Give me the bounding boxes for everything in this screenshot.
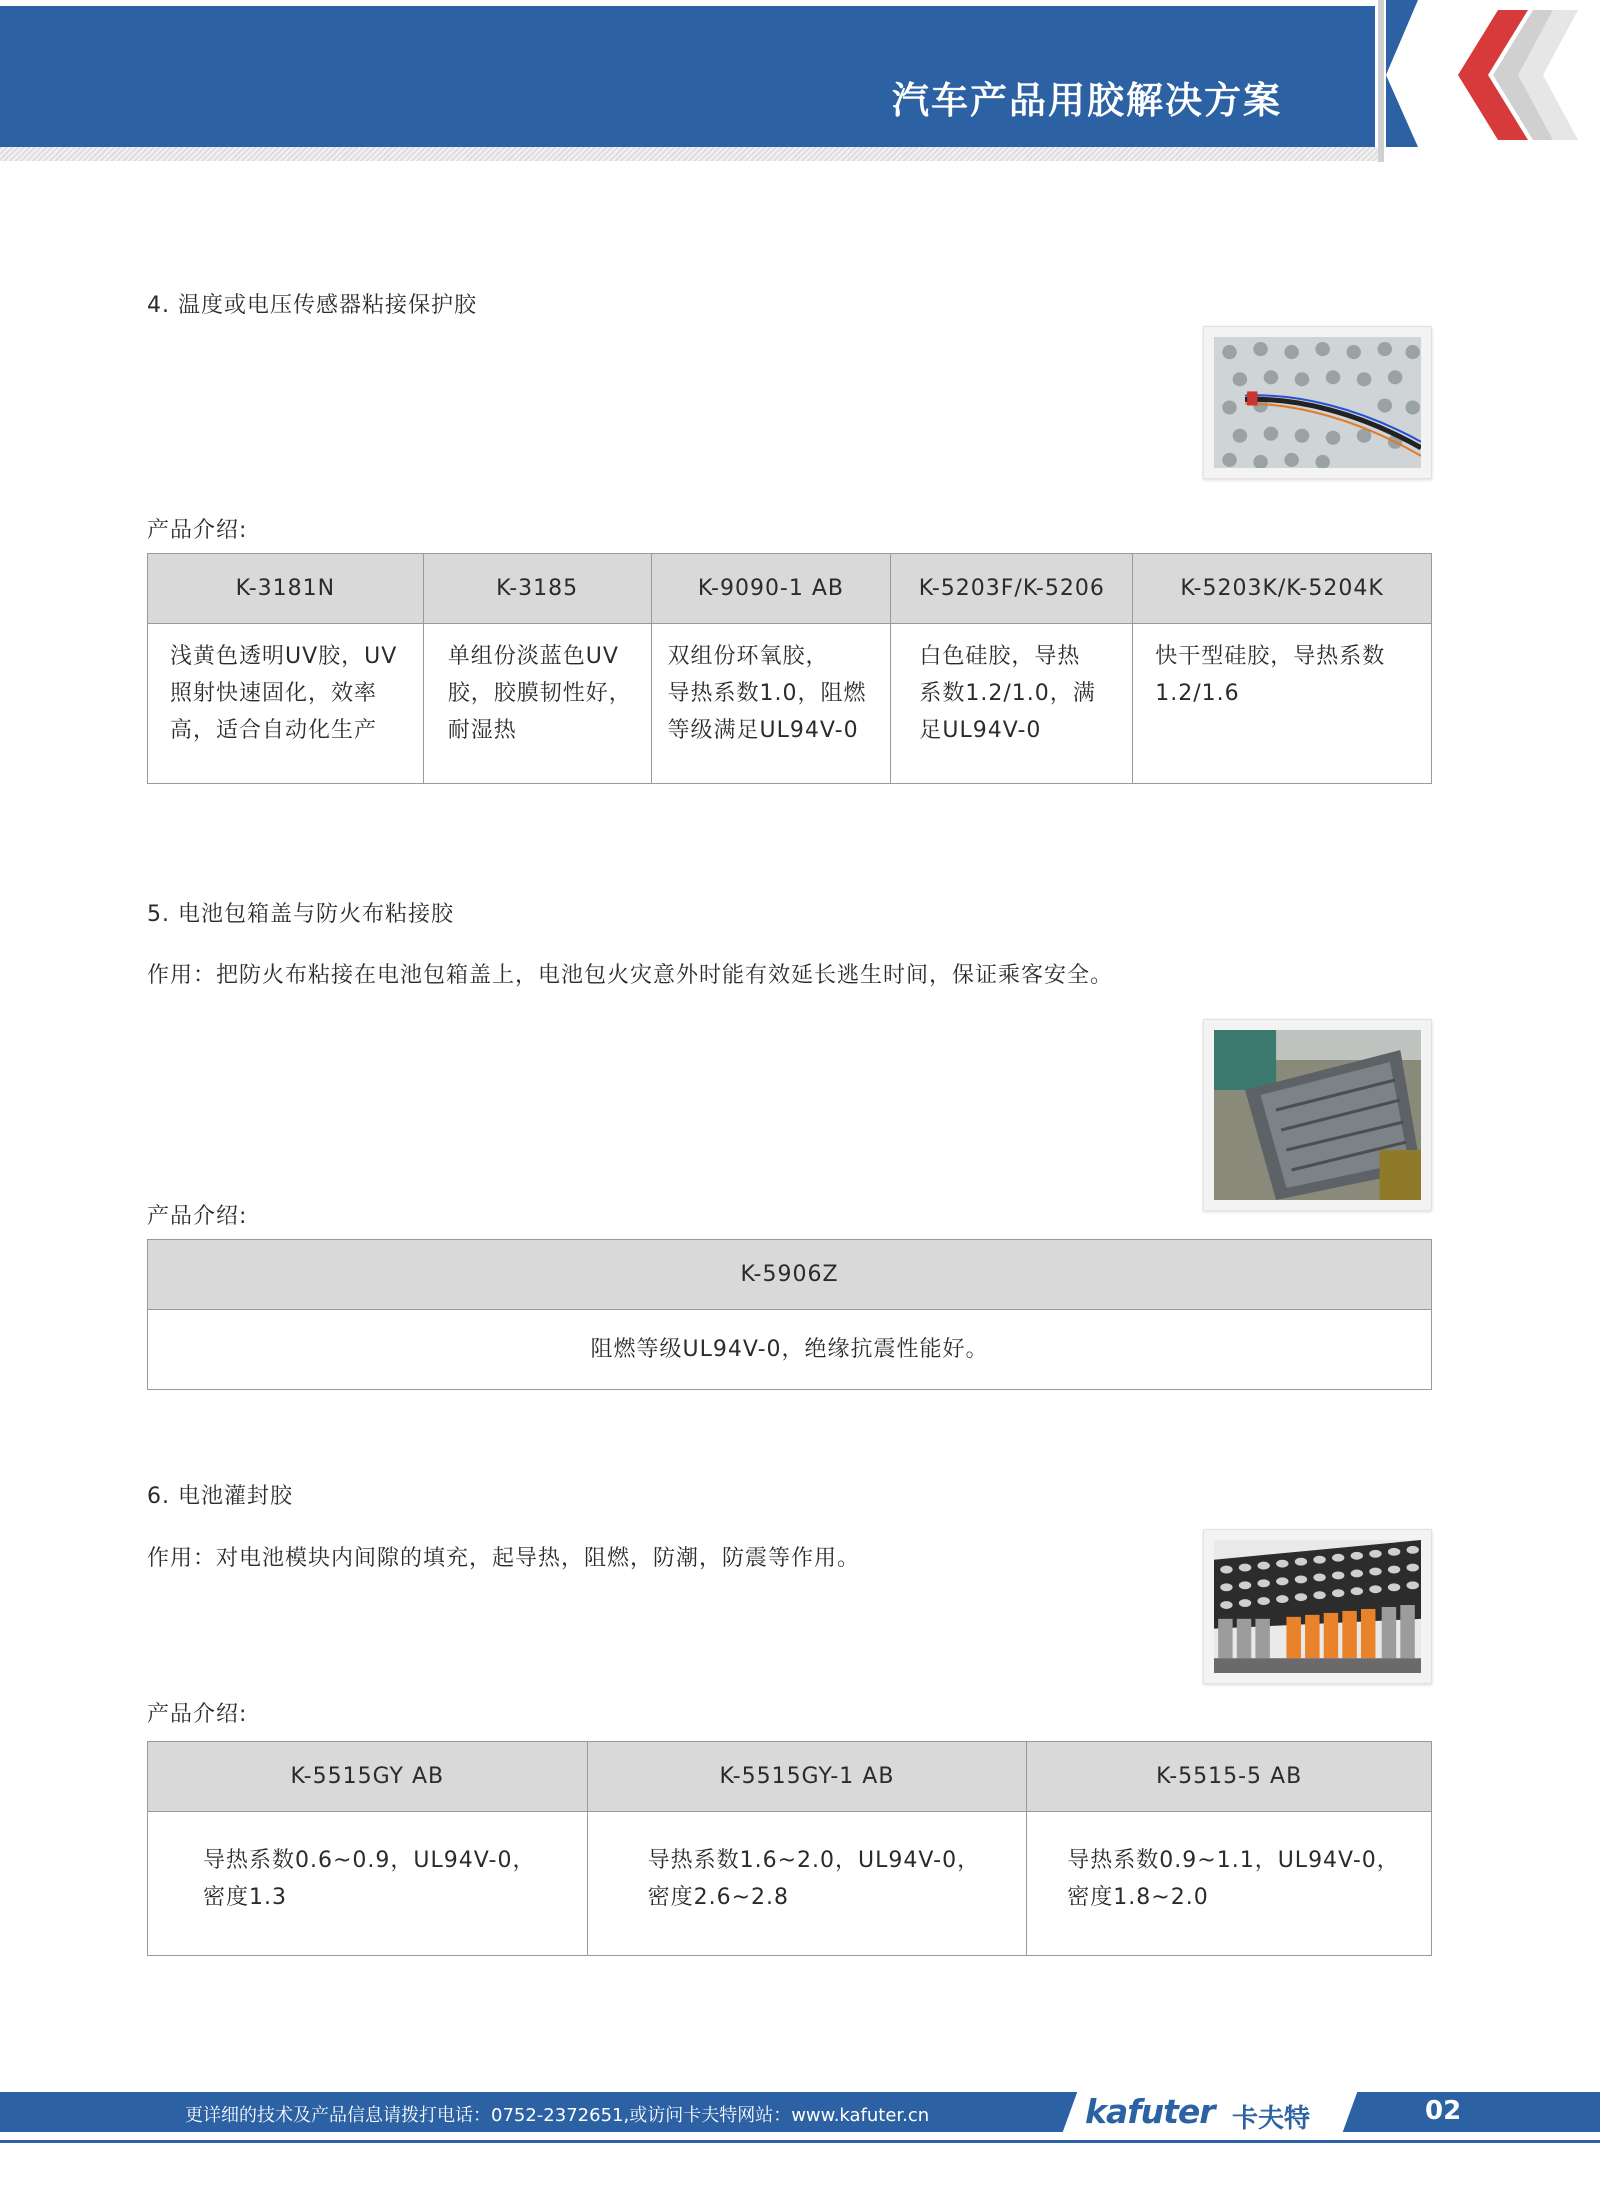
section-5-title: 5. 电池包箱盖与防火布粘接胶 xyxy=(147,902,454,927)
footer-bottom-line xyxy=(0,2140,1600,2143)
section-4-title: 4. 温度或电压传感器粘接保护胶 xyxy=(147,293,477,318)
section-5-product-table xyxy=(147,1239,1432,1390)
cell-line: 导热系数1.0，阻燃 xyxy=(667,681,867,706)
cell-line: 密度1.8~2.0 xyxy=(1067,1885,1209,1910)
header-shadow xyxy=(0,147,1380,161)
table-header-row xyxy=(148,1240,1432,1310)
battery-cover-photo-icon xyxy=(1214,1030,1421,1200)
page-number: 02 xyxy=(1425,2096,1462,2126)
cell-line: 单组份淡蓝色UV xyxy=(447,644,619,669)
brand-logo-text: kafuter xyxy=(1085,2092,1215,2131)
cell-line: 胶，胶膜韧性好， xyxy=(447,681,632,706)
cell-line: 白色硅胶，导热 xyxy=(919,644,1081,669)
cell-line: 浅黄色透明UV胶，UV xyxy=(170,644,398,669)
sensor-wiring-photo-icon xyxy=(1214,337,1421,468)
table-header-cell: K-5515GY-1 AB xyxy=(587,1742,1027,1812)
table-row xyxy=(148,1812,1432,1956)
section-4-intro-label: 产品介绍: xyxy=(147,518,248,543)
table-cell xyxy=(587,1812,1027,1956)
battery-module-photo-icon xyxy=(1214,1540,1421,1673)
cell-line: 导热系数1.6~2.0，UL94V-0， xyxy=(647,1848,981,1873)
table-header-cell: K-5515GY AB xyxy=(148,1742,588,1812)
section-4-product-table xyxy=(147,553,1432,784)
table-cell xyxy=(148,624,424,784)
table-header-cell: K-5515-5 AB xyxy=(1027,1742,1432,1812)
table-header-cell: K-3181N xyxy=(148,554,424,624)
table-cell xyxy=(1133,624,1432,784)
sensor-photo xyxy=(1203,326,1432,479)
cell-line: 双组份环氧胶， xyxy=(667,644,829,669)
section-5-intro-label: 产品介绍: xyxy=(147,1204,248,1229)
table-header-cell: K-3185 xyxy=(423,554,651,624)
table-header-cell: K-5203K/K-5204K xyxy=(1133,554,1432,624)
table-row xyxy=(148,1310,1432,1390)
cell-line: 照射快速固化，效率 xyxy=(170,681,378,706)
cell-line: 系数1.2/1.0，满 xyxy=(919,681,1096,706)
table-header-cell: K-9090-1 AB xyxy=(651,554,891,624)
table-header-cell: K-5203F/K-5206 xyxy=(891,554,1133,624)
table-header-cell: K-5906Z xyxy=(148,1240,1432,1310)
table-cell xyxy=(891,624,1133,784)
header-top-line xyxy=(0,0,1375,8)
section-6-title: 6. 电池灌封胶 xyxy=(147,1484,293,1509)
cell-line: 密度1.3 xyxy=(203,1885,287,1910)
table-header-row xyxy=(148,1742,1432,1812)
cell-line: 高，适合自动化生产 xyxy=(170,718,378,743)
table-cell xyxy=(651,624,891,784)
cell-line: 耐湿热 xyxy=(447,718,517,743)
section-5-function: 作用：把防火布粘接在电池包箱盖上，电池包火灾意外时能有效延长逃生时间，保证乘客安全。 xyxy=(147,963,1114,988)
section-6-product-table xyxy=(147,1741,1432,1956)
table-row xyxy=(148,624,1432,784)
cell-line: 等级满足UL94V-0 xyxy=(667,718,859,743)
cell-line: 导热系数0.9~1.1，UL94V-0， xyxy=(1067,1848,1400,1873)
section-6-function: 作用：对电池模块内间隙的填充，起导热，阻燃，防潮，防震等作用。 xyxy=(147,1546,861,1571)
cell-line: 快干型硅胶，导热系数 xyxy=(1155,644,1386,669)
cell-line: 足UL94V-0 xyxy=(919,718,1042,743)
battery-module-photo xyxy=(1203,1529,1432,1684)
table-cell xyxy=(1027,1812,1432,1956)
page-title: 汽车产品用胶解决方案 xyxy=(892,79,1282,122)
table-cell: 阻燃等级UL94V-0，绝缘抗震性能好。 xyxy=(148,1310,1432,1390)
cell-line: 导热系数0.6~0.9，UL94V-0， xyxy=(203,1848,536,1873)
chevron-decoration-icon xyxy=(1378,0,1600,162)
footer-contact: 更详细的技术及产品信息请拨打电话：0752-2372651,或访问卡夫特网站：www.kafuter.cn xyxy=(185,2105,930,2126)
cell-line: 1.2/1.6 xyxy=(1155,681,1240,706)
cell-line: 密度2.6~2.8 xyxy=(647,1885,790,1910)
table-cell xyxy=(423,624,651,784)
section-6-intro-label: 产品介绍: xyxy=(147,1702,248,1727)
battery-cover-photo xyxy=(1203,1019,1432,1211)
table-header-row xyxy=(148,554,1432,624)
brand-logo-cn: 卡夫特 xyxy=(1232,2104,1311,2134)
table-cell xyxy=(148,1812,588,1956)
